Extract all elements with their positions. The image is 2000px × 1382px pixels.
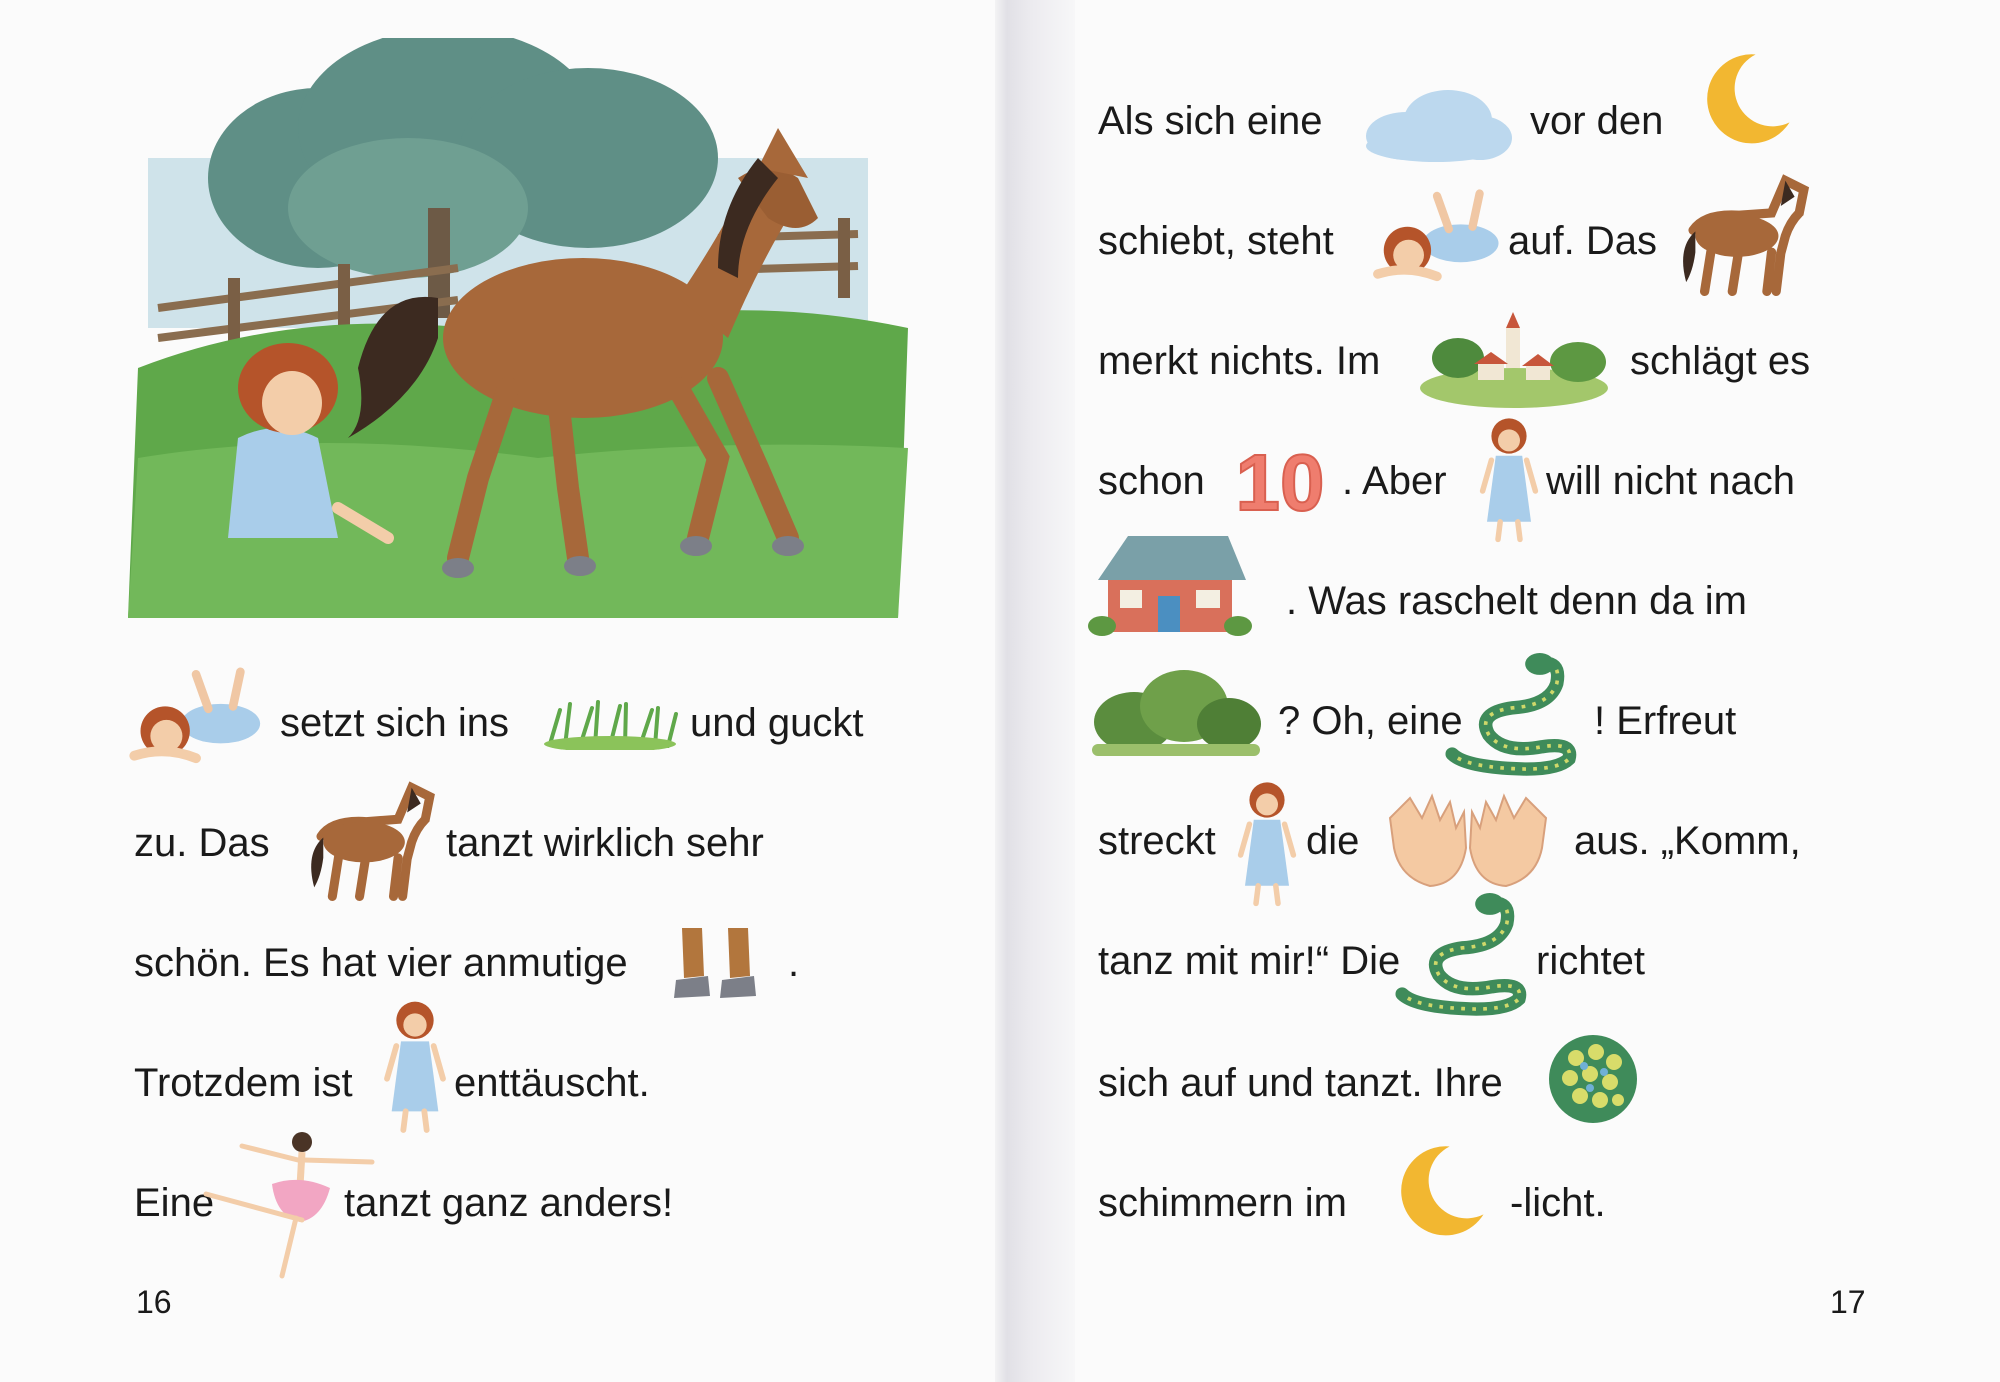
house-icon bbox=[1088, 526, 1252, 638]
text-fragment: setzt sich ins bbox=[280, 701, 509, 745]
svg-text:10: 10 bbox=[1235, 442, 1325, 520]
snake-icon bbox=[1440, 642, 1586, 776]
cloud-icon bbox=[1356, 84, 1516, 166]
hooves-icon bbox=[672, 928, 762, 1002]
text-fragment: enttäuscht. bbox=[454, 1061, 650, 1105]
left-line-3 bbox=[120, 918, 910, 1008]
text-fragment: schlägt es bbox=[1630, 339, 1811, 383]
right-line-5 bbox=[1098, 556, 1898, 646]
text-fragment: aus. „Komm, bbox=[1574, 819, 1801, 863]
grass-icon bbox=[540, 700, 680, 750]
text-fragment: richtet bbox=[1536, 939, 1645, 983]
horse-icon bbox=[298, 774, 446, 910]
text-fragment: vor den bbox=[1530, 99, 1664, 143]
right-line-1 bbox=[1098, 76, 1898, 166]
left-line-5 bbox=[120, 1158, 910, 1248]
text-fragment: tanz mit mir!“ Die bbox=[1098, 939, 1401, 983]
left-line-2 bbox=[120, 798, 910, 888]
right-line-4 bbox=[1098, 436, 1898, 526]
text-fragment: tanzt wirklich sehr bbox=[446, 821, 764, 865]
text-fragment: zu. Das bbox=[134, 821, 270, 865]
text-fragment: schön. Es hat vier anmutige bbox=[134, 941, 628, 985]
text-fragment: . Aber bbox=[1342, 459, 1447, 503]
text-fragment: will nicht nach bbox=[1546, 459, 1796, 503]
moon-icon bbox=[1386, 1138, 1492, 1244]
text-fragment: die bbox=[1306, 819, 1360, 863]
text-fragment: sich auf und tanzt. Ihre bbox=[1098, 1061, 1503, 1105]
girl-standing-icon bbox=[1234, 774, 1300, 914]
right-line-7 bbox=[1098, 796, 1898, 886]
text-fragment: schiebt, steht bbox=[1098, 219, 1334, 263]
right-line-8 bbox=[1098, 916, 1898, 1006]
right-line-10 bbox=[1098, 1158, 1898, 1248]
text-fragment: tanzt ganz anders! bbox=[344, 1181, 674, 1225]
scales-icon bbox=[1546, 1032, 1640, 1126]
girl-standing-icon bbox=[1476, 410, 1542, 550]
text-fragment: merkt nichts. Im bbox=[1098, 339, 1381, 383]
hands-icon bbox=[1380, 788, 1556, 892]
text-fragment: ? Oh, eine bbox=[1278, 699, 1463, 743]
bush-icon bbox=[1084, 662, 1264, 762]
text-fragment: auf. Das bbox=[1508, 219, 1657, 263]
right-line-2 bbox=[1098, 196, 1898, 286]
girl-lying-icon bbox=[1366, 176, 1508, 294]
text-fragment: und guckt bbox=[690, 701, 864, 745]
right-line-9 bbox=[1098, 1038, 1898, 1128]
snake-icon bbox=[1390, 882, 1536, 1016]
horse-icon bbox=[1670, 166, 1820, 306]
text-fragment: schon bbox=[1098, 459, 1205, 503]
horse-girl-illustration bbox=[118, 38, 918, 628]
book-gutter bbox=[995, 0, 1075, 1382]
village-icon bbox=[1418, 308, 1610, 408]
girl-standing-icon bbox=[380, 996, 450, 1138]
text-fragment: streckt bbox=[1098, 819, 1216, 863]
text-fragment: ! Erfreut bbox=[1594, 699, 1737, 743]
text-fragment: Eine bbox=[134, 1181, 215, 1225]
number-ten-icon bbox=[1224, 442, 1336, 520]
right-line-3 bbox=[1098, 316, 1898, 406]
text-fragment: -licht. bbox=[1510, 1181, 1606, 1225]
left-line-4 bbox=[120, 1038, 910, 1128]
text-fragment: . Was raschelt denn da im bbox=[1286, 579, 1747, 623]
text-fragment: Trotzdem ist bbox=[134, 1061, 353, 1105]
page-number-left: 16 bbox=[136, 1284, 172, 1320]
text-fragment: . bbox=[788, 941, 800, 985]
girl-lying-icon bbox=[122, 658, 270, 772]
left-line-1 bbox=[120, 678, 910, 768]
text-fragment: Als sich eine bbox=[1098, 99, 1323, 143]
text-fragment: schimmern im bbox=[1098, 1181, 1347, 1225]
moon-icon bbox=[1692, 46, 1798, 152]
page-number-right: 17 bbox=[1830, 1284, 1866, 1320]
right-line-6 bbox=[1098, 676, 1898, 766]
